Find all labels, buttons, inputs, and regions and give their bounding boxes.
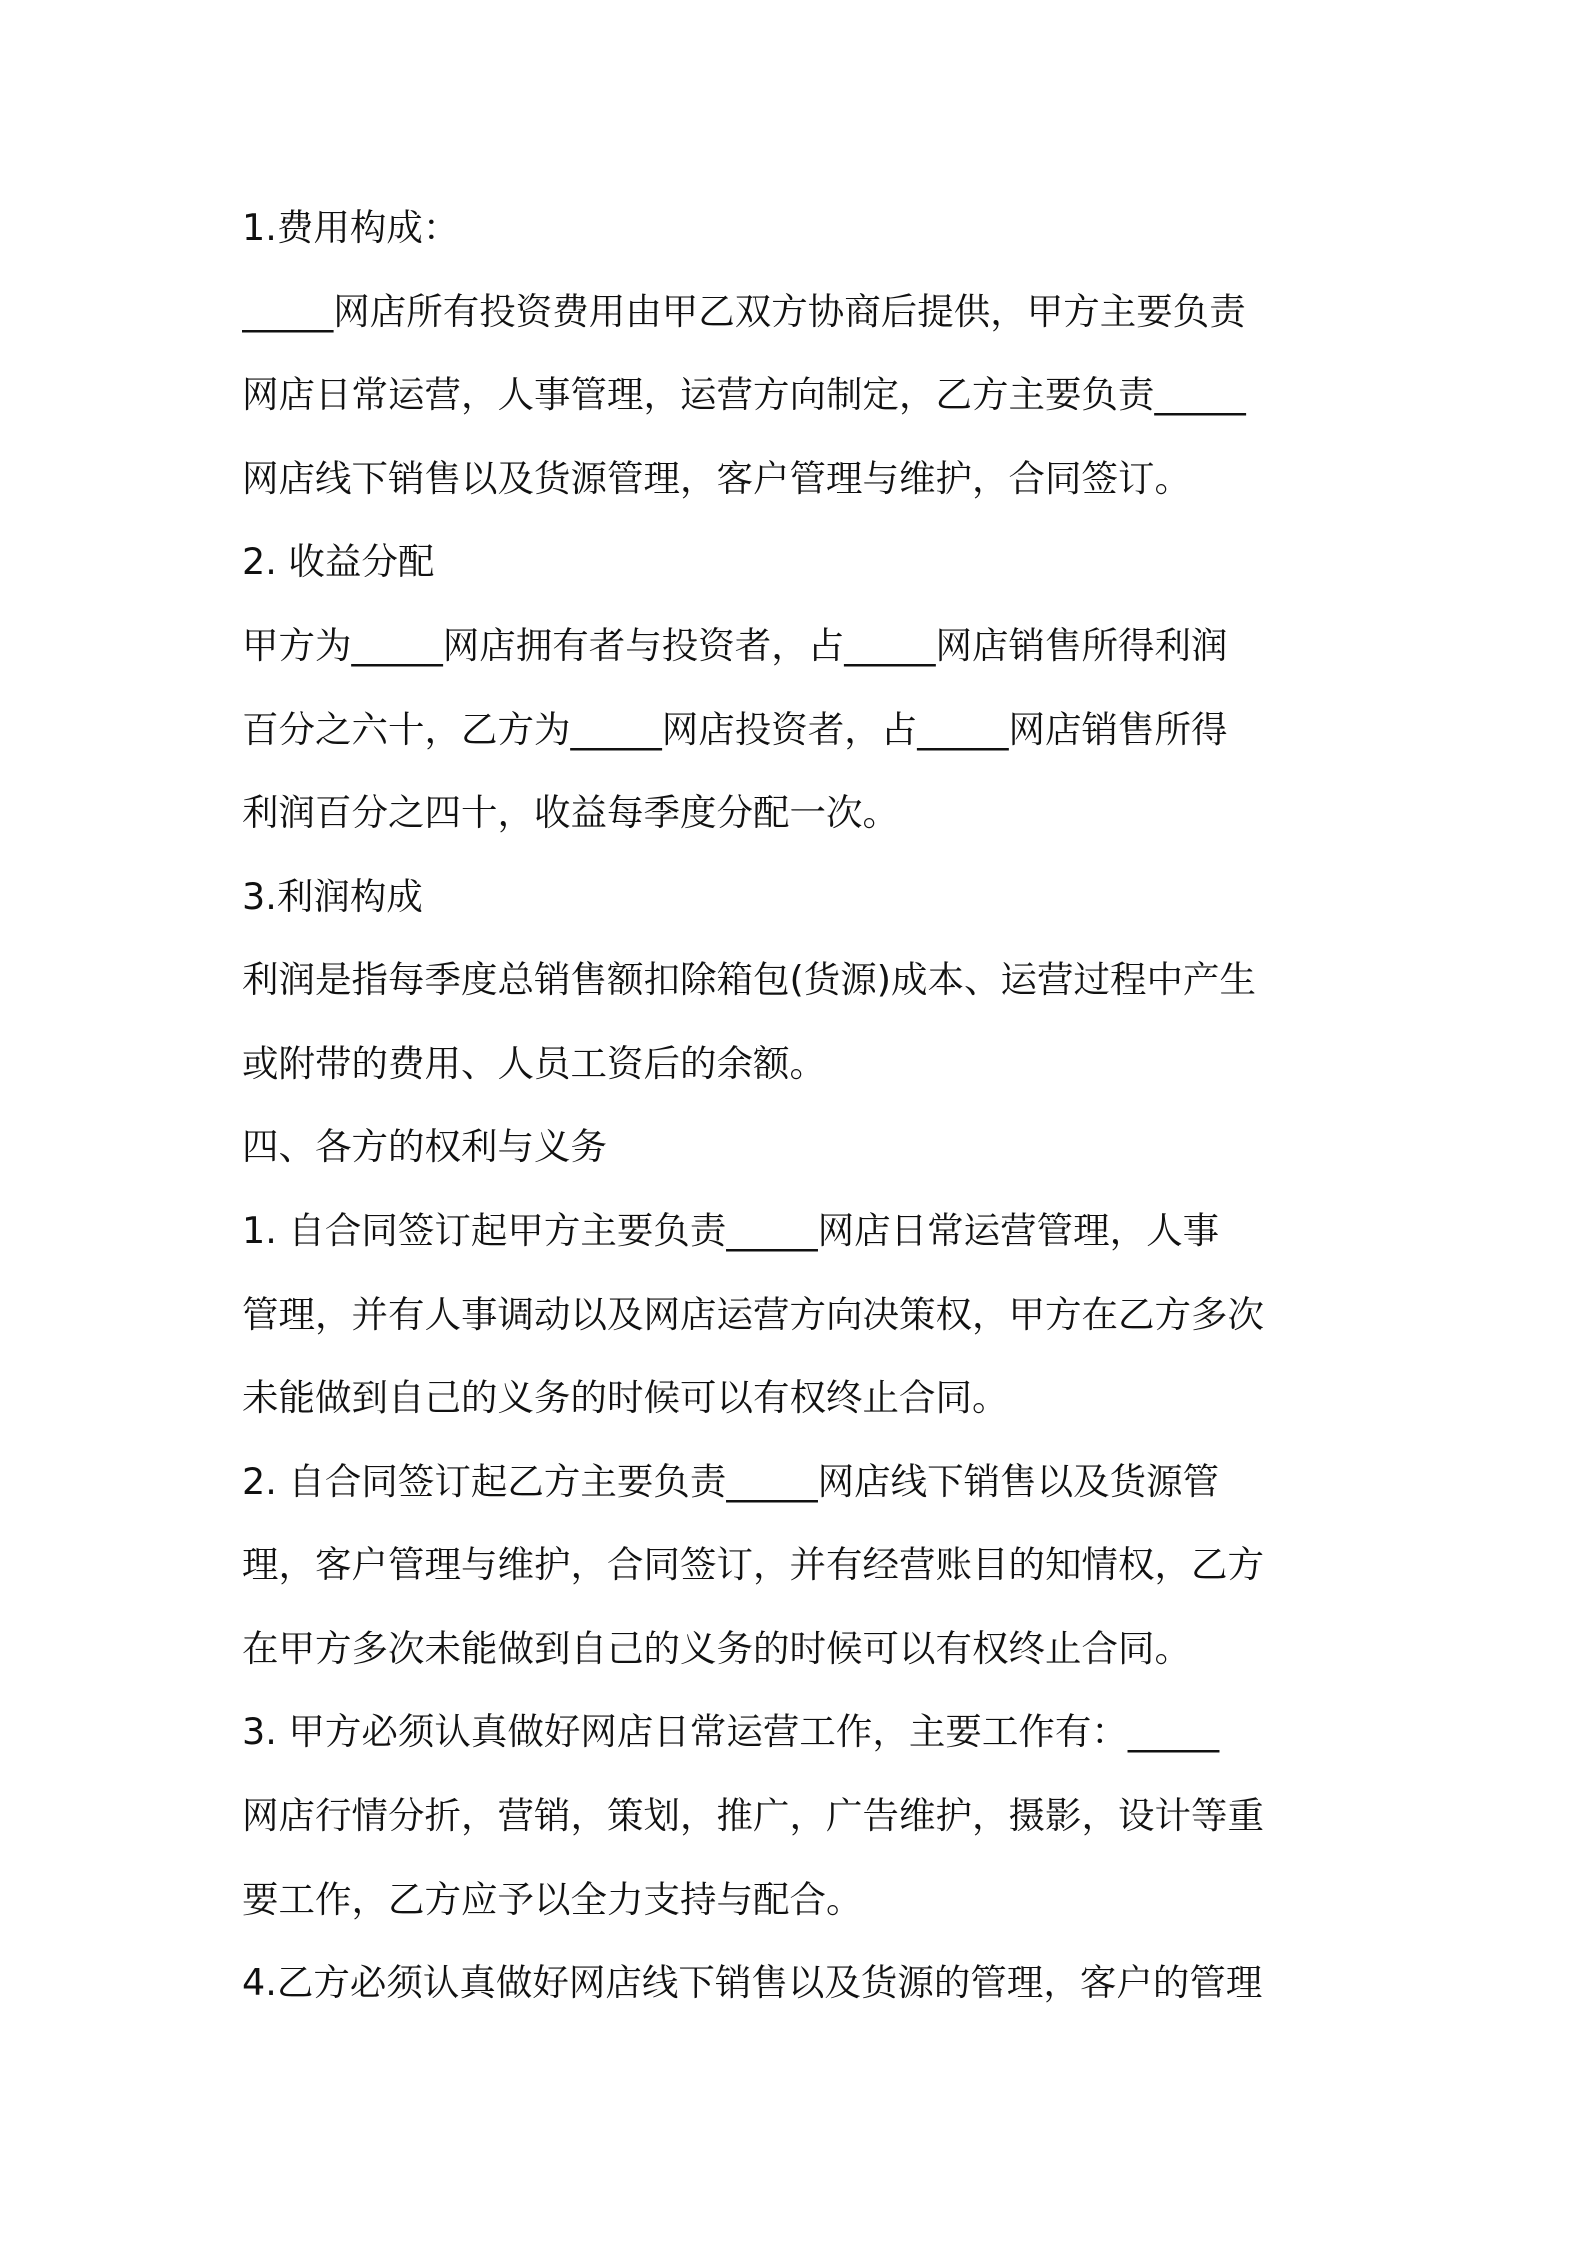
paragraph-line: 网店线下销售以及货源管理，客户管理与维护，合同签订。: [242, 457, 1191, 500]
paragraph-line: 管理，并有人事调动以及网店运营方向决策权，甲方在乙方多次: [242, 1293, 1264, 1336]
section-heading-profit-composition: 3.利润构成: [242, 875, 423, 918]
paragraph-line: 或附带的费用、人员工资后的余额。: [242, 1042, 826, 1085]
paragraph-line: 1. 自合同签订起甲方主要负责_____网店日常运营管理，人事: [242, 1209, 1220, 1252]
paragraph-line: _____网店所有投资费用由甲乙双方协商后提供，甲方主要负责: [242, 290, 1246, 333]
section-heading-rights-obligations: 四、各方的权利与义务: [242, 1125, 607, 1168]
section-heading-fee-composition: 1.费用构成：: [242, 206, 460, 249]
paragraph-line: 未能做到自己的义务的时候可以有权终止合同。: [242, 1376, 1009, 1419]
section-heading-revenue-distribution: 2. 收益分配: [242, 540, 435, 583]
paragraph-line: 在甲方多次未能做到自己的义务的时候可以有权终止合同。: [242, 1627, 1191, 1670]
paragraph-line: 网店日常运营，人事管理，运营方向制定，乙方主要负责_____: [242, 373, 1246, 416]
paragraph-line: 要工作，乙方应予以全力支持与配合。: [242, 1878, 863, 1921]
paragraph-line: 3. 甲方必须认真做好网店日常运营工作，主要工作有：_____: [242, 1710, 1220, 1753]
paragraph-line: 利润是指每季度总销售额扣除箱包(货源)成本、运营过程中产生: [242, 958, 1256, 1001]
paragraph-line: 百分之六十，乙方为_____网店投资者，占_____网店销售所得: [242, 708, 1228, 751]
paragraph-line: 网店行情分折，营销，策划，推广，广告维护，摄影，设计等重: [242, 1794, 1264, 1837]
paragraph-line: 理，客户管理与维护，合同签订，并有经营账目的知情权，乙方: [242, 1543, 1264, 1586]
paragraph-line: 2. 自合同签订起乙方主要负责_____网店线下销售以及货源管: [242, 1460, 1220, 1503]
paragraph-line: 利润百分之四十，收益每季度分配一次。: [242, 791, 899, 834]
paragraph-line: 4.乙方必须认真做好网店线下销售以及货源的管理，客户的管理: [242, 1961, 1263, 2004]
paragraph-line: 甲方为_____网店拥有者与投资者，占_____网店销售所得利润: [242, 624, 1228, 667]
